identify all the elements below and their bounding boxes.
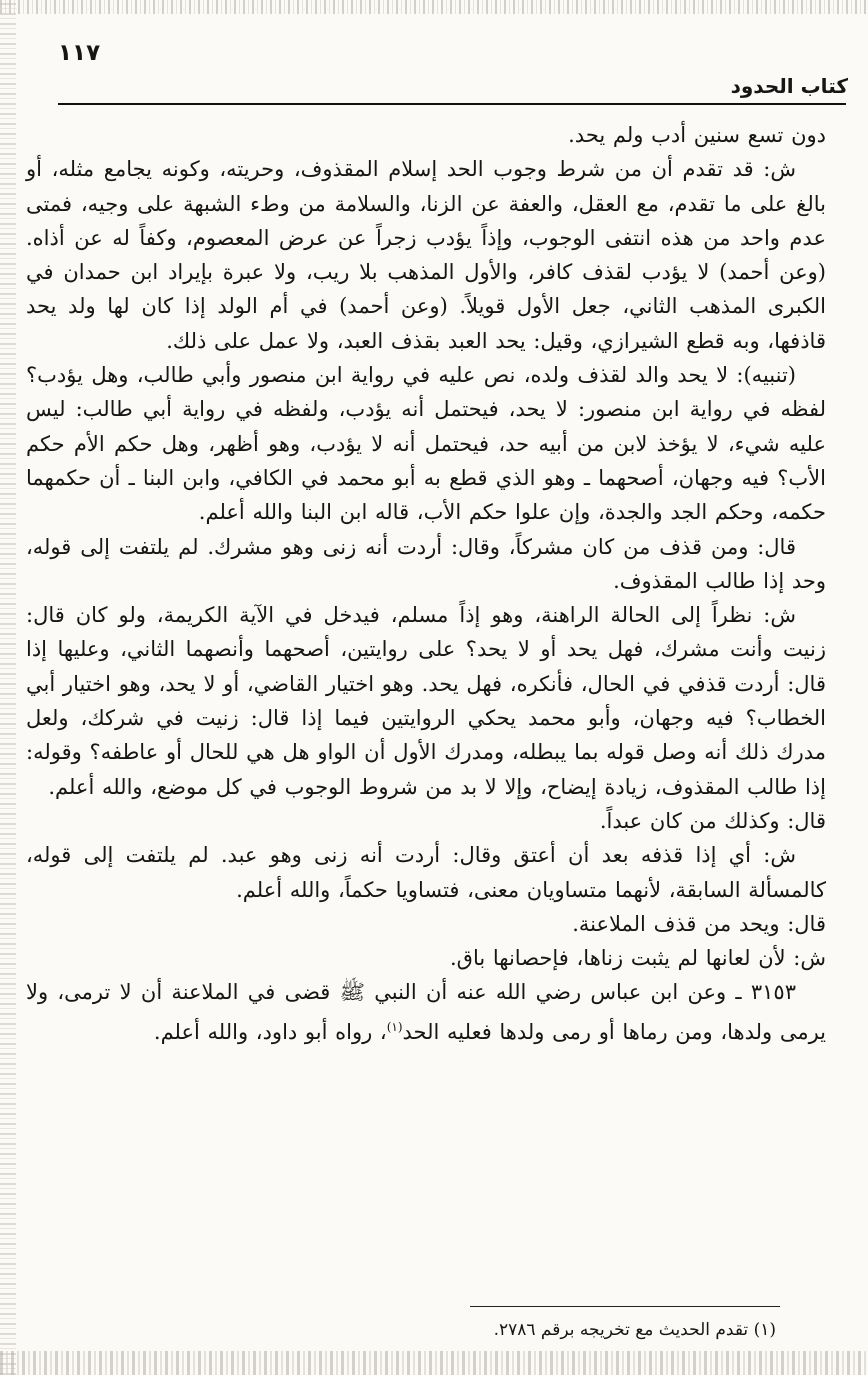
paragraph: قال: وكذلك من كان عبداً. <box>599 808 826 833</box>
footnote <box>494 1318 776 1342</box>
main-text <box>26 118 826 1049</box>
hadith-paragraph <box>26 975 826 1049</box>
scan-edge-top <box>0 0 868 14</box>
footnote-marker[interactable]: (١) <box>386 1019 403 1034</box>
paragraph: قال: ويحد من قذف الملاعنة. <box>572 911 826 936</box>
paragraph: ش: أي إذا قذفه بعد أن أعتق وقال: أردت أنه زنى وهو عبد. لم يلتفت إلى قوله، كالمسألة السابقة، لأنهما متساويان معنى، فتساويا حكماً، والله أعلم. <box>26 843 826 902</box>
footnote-rule <box>470 1306 780 1307</box>
footnote-text: تقدم الحديث مع تخريجه برقم ٢٧٨٦. <box>493 1320 749 1340</box>
running-title: كتاب الحدود <box>730 74 848 98</box>
paragraph: دون تسع سنين أدب ولم يحد. <box>568 123 826 147</box>
scan-edge-left <box>0 0 16 1375</box>
page-number: ١١٧ <box>58 40 101 66</box>
paragraph: ش: قد تقدم أن من شرط وجوب الحد إسلام المقذوف، وحريته، وكونه يجامع مثله، أو بالغ على ما تقدم، مع العقل، والعفة عن الزنا، والسلامة من وطء الشبهة على وجيه، فمتى عدم واحد من هذه انتفى الوجوب، وإذاً يؤدب زجراً عن عرض المعصوم، وكفاً له عن أذاه. (وعن أحمد) لا يؤدب لقذف كافر، والأول المذهب بلا ريب، ولا عبرة بإيراد ابن حمدان في الكبرى المذهب الثاني، جعل الأول قويلاً. (وعن أحمد) في أم الولد إذا كان لها ولد يحد قاذفها، وبه قطع الشيرازي، وقيل: يحد العبد بقذف العبد، ولا عمل على ذلك. <box>26 157 826 353</box>
footnote-number: (١) <box>753 1320 776 1340</box>
paragraph: ش: لأن لعانها لم يثبت زناها، فإحصانها باق. <box>450 946 826 971</box>
paragraph: ش: نظراً إلى الحالة الراهنة، وهو إذاً مسلم، فيدخل في الآية الكريمة، ولو كان قال: زنيت وأنت مشرك، فهل يحد أو لا يحد؟ على روايتين، أصحهما وأنصهما الثاني، وعليها إذا قال: أردت قذفي في الحال، فأنكره، فهل يحد. وهو اختيار القاضي، أو لا يحد، وهو اختيار أبي الخطاب؟ فيه وجهان، وأبو محمد يحكي الروايتين فيما إذا قال: زنيت في شركك، ولعل مدرك ذلك أنه وصل قوله بما يبطله، ومدرك الأول أن الواو هل هي للحال أو عاطفه؟ وقوله: إذا طالب المقذوف، زيادة إيضاح، وإلا لا بد من شروط الوجوب في كل موضع، والله أعلم. <box>26 603 826 799</box>
scan-edge-bottom <box>0 1351 868 1375</box>
paragraph: (تنبيه): لا يحد والد لقذف ولده، نص عليه في رواية ابن منصور وأبي طالب، وهل يؤدب؟ لفظه في رواية ابن منصور: لا يحد، فيحتمل أنه يؤدب، ولفظه في رواية أبي طالب: ليس عليه شيء، لا يؤخذ لابن من أبيه حد، فيحتمل أنه لا يؤدب، وهو أظهر، وهل حكم الأم حكم الأب؟ فيه وجهان، أصحهما ـ وهو الذي قطع به أبو محمد في الكافي، وابن البنا ـ أن حكمهما حكمه، وحكم الجد والجدة، وإن علوا حكم الأب، قاله ابن البنا والله أعلم. <box>26 363 826 525</box>
paragraph: قال: ومن قذف من كان مشركاً، وقال: أردت أنه زنى وهو مشرك. لم يلتفت إلى قوله، وحد إذا طالب المقذوف. <box>26 534 826 593</box>
hadith-text: ٣١٥٣ ـ وعن ابن عباس رضي الله عنه أن النبي ﷺ قضى في الملاعنة أن لا ترمى، ولا يرمى ولدها، ومن رماها أو رمى ولدها فعليه الحد <box>26 980 826 1044</box>
header-rule <box>58 103 846 105</box>
page-header <box>58 30 848 100</box>
hadith-text-end: ، رواه أبو داود، والله أعلم. <box>153 1019 387 1044</box>
